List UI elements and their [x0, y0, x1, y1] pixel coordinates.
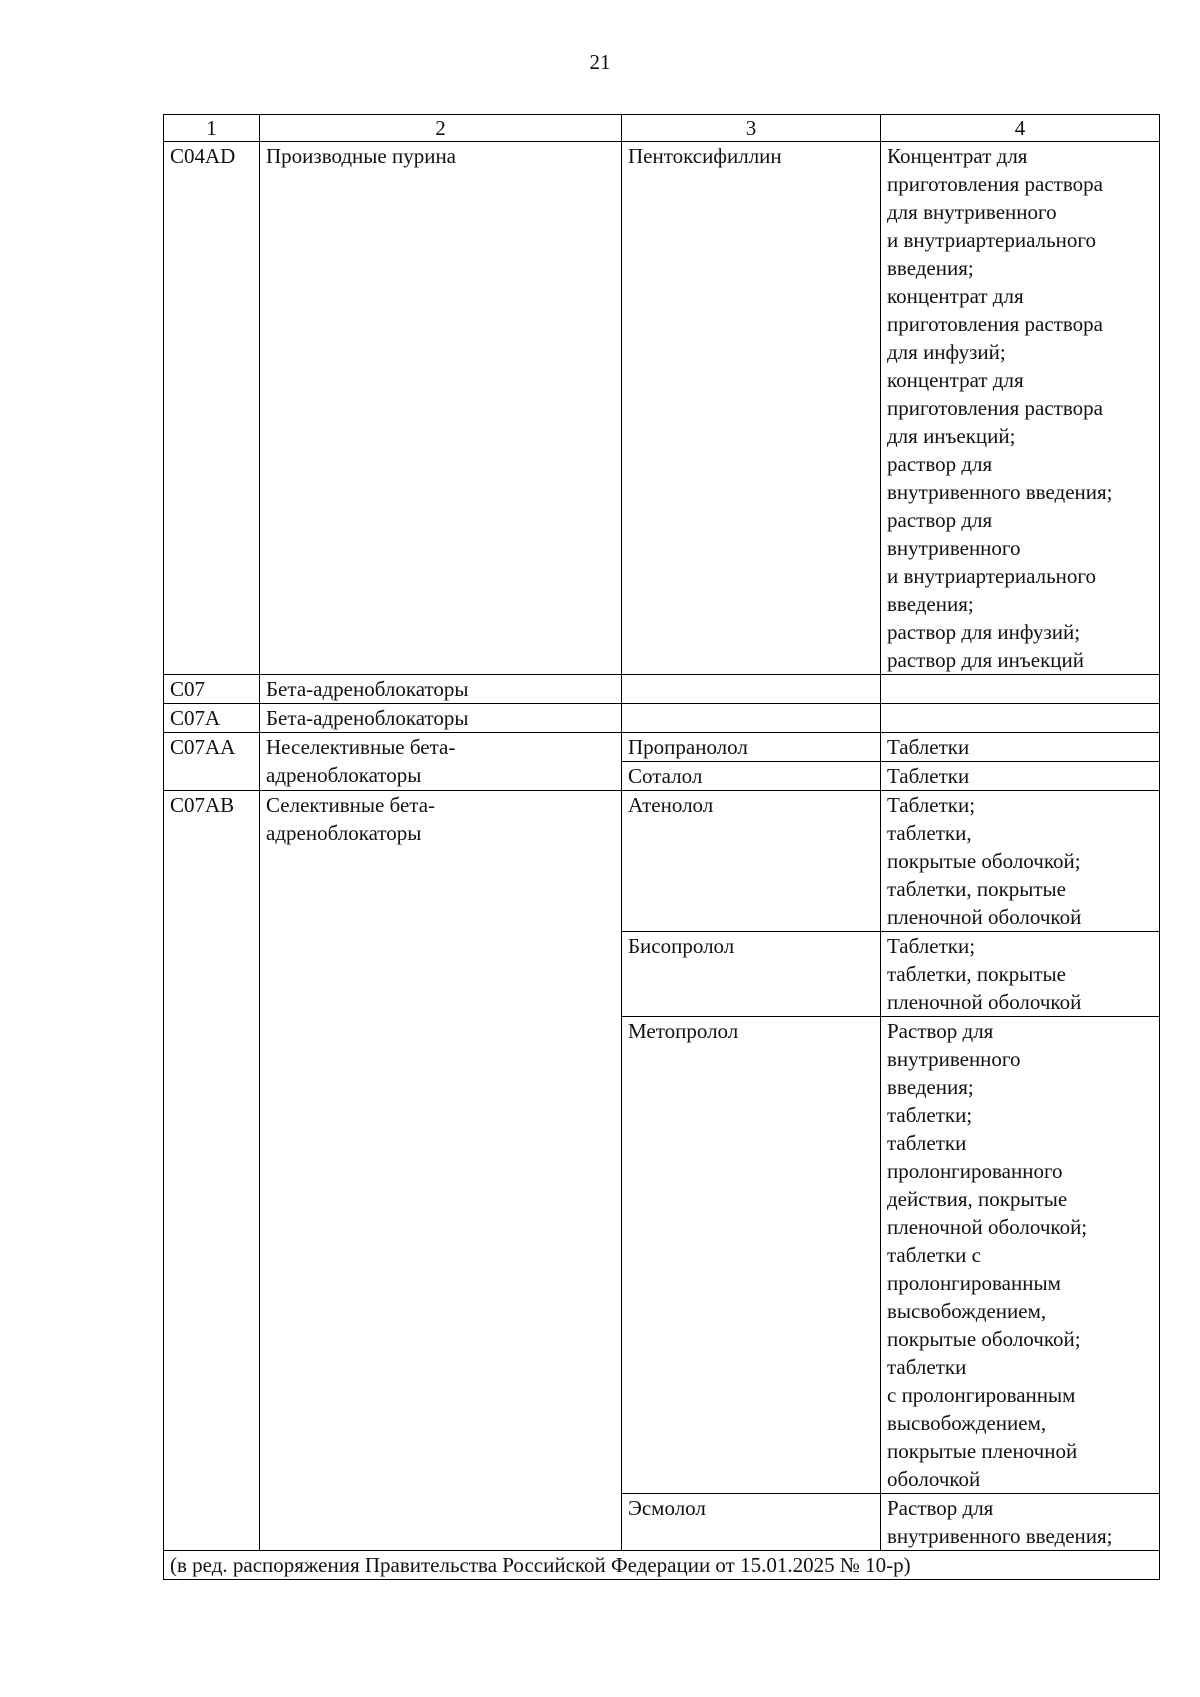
dosage-form-line: таблетки;	[887, 1103, 973, 1127]
dosage-form-line: высвобождением,	[887, 1299, 1047, 1323]
column-header: 2	[260, 115, 622, 142]
page-number: 21	[589, 50, 611, 74]
dosage-form-line: приготовления раствора	[887, 172, 1103, 196]
dosage-form-line: введения;	[887, 256, 974, 280]
dosage-form-line: внутривенного	[887, 1047, 1021, 1071]
dosage-forms-cell	[881, 675, 1160, 704]
dosage-form-line: таблетки, покрытые	[887, 877, 1066, 901]
drug-name-cell: Атенолол	[622, 791, 881, 932]
dosage-form-line: введения;	[887, 1075, 974, 1099]
dosage-form-line: действия, покрытые	[887, 1187, 1068, 1211]
atc-code-cell: C07AB	[164, 791, 260, 1551]
dosage-forms-cell	[881, 762, 1160, 791]
dosage-form-line: таблетки, покрытые	[887, 962, 1066, 986]
dosage-forms-cell	[881, 1494, 1160, 1551]
drug-table	[163, 114, 1160, 1580]
group-name-line: Бета-адреноблокаторы	[266, 706, 469, 730]
group-name-line: Селективные бета-	[266, 793, 436, 817]
dosage-form-line: внутривенного введения;	[887, 1524, 1113, 1548]
group-name-cell	[260, 791, 622, 1551]
atc-code-cell: C07A	[164, 704, 260, 733]
dosage-form-line: Таблетки	[887, 764, 970, 788]
dosage-form-line: приготовления раствора	[887, 396, 1103, 420]
table-row	[164, 791, 1160, 932]
column-header: 3	[622, 115, 881, 142]
dosage-form-line: Таблетки;	[887, 793, 976, 817]
drug-name-cell: Эсмолол	[622, 1494, 881, 1551]
dosage-form-line: Таблетки;	[887, 934, 976, 958]
dosage-form-line: пленочной оболочкой;	[887, 1215, 1088, 1239]
drug-name-cell: Бисопролол	[622, 932, 881, 1017]
drug-name-cell: Пентоксифиллин	[622, 142, 881, 675]
dosage-form-line: таблетки	[887, 1355, 967, 1379]
dosage-form-line: покрытые пленочной	[887, 1439, 1078, 1463]
group-name-line: адреноблокаторы	[266, 821, 422, 845]
drug-name-cell: Соталол	[622, 762, 881, 791]
dosage-form-line: таблетки,	[887, 821, 972, 845]
dosage-form-line: пленочной оболочкой	[887, 905, 1082, 929]
dosage-form-line: внутривенного введения;	[887, 480, 1113, 504]
group-name-line: Бета-адреноблокаторы	[266, 677, 469, 701]
footnote-row	[164, 1551, 1160, 1580]
dosage-form-line: таблетки	[887, 1131, 967, 1155]
table-row	[164, 142, 1160, 675]
dosage-form-line: раствор для	[887, 508, 993, 532]
dosage-form-line: введения;	[887, 592, 974, 616]
dosage-forms-cell	[881, 704, 1160, 733]
table-row	[164, 675, 1160, 704]
drug-name-cell	[622, 675, 881, 704]
dosage-form-line: Раствор для	[887, 1496, 994, 1520]
dosage-form-line: покрытые оболочкой;	[887, 849, 1081, 873]
group-name-cell	[260, 704, 622, 733]
dosage-form-line: Раствор для	[887, 1019, 994, 1043]
group-name-cell	[260, 675, 622, 704]
dosage-form-line: внутривенного	[887, 536, 1021, 560]
group-name-line: адреноблокаторы	[266, 763, 422, 787]
group-name-line: Производные пурина	[266, 144, 457, 168]
dosage-form-line: Таблетки	[887, 735, 970, 759]
group-name-cell	[260, 142, 622, 675]
dosage-form-line: пролонгированного	[887, 1159, 1063, 1183]
dosage-form-line: и внутриартериального	[887, 228, 1096, 252]
dosage-form-line: с пролонгированным	[887, 1383, 1076, 1407]
dosage-form-line: для внутривенного	[887, 200, 1057, 224]
table-row	[164, 704, 1160, 733]
column-header-row	[164, 115, 1160, 142]
column-header: 1	[164, 115, 260, 142]
atc-code-cell: C07AA	[164, 733, 260, 791]
dosage-form-line: высвобождением,	[887, 1411, 1047, 1435]
dosage-form-line: Концентрат для	[887, 144, 1028, 168]
drug-name-cell: Пропранолол	[622, 733, 881, 762]
atc-code-cell: C04AD	[164, 142, 260, 675]
dosage-forms-cell	[881, 791, 1160, 932]
dosage-form-line: пленочной оболочкой	[887, 990, 1082, 1014]
dosage-form-line: концентрат для	[887, 284, 1024, 308]
dosage-form-line: таблетки с	[887, 1243, 981, 1267]
group-name-cell	[260, 733, 622, 791]
dosage-form-line: концентрат для	[887, 368, 1024, 392]
dosage-forms-cell	[881, 142, 1160, 675]
drug-name-cell	[622, 704, 881, 733]
dosage-form-line: раствор для инъекций	[887, 648, 1084, 672]
group-name-line: Неселективные бета-	[266, 735, 456, 759]
dosage-forms-cell	[881, 1017, 1160, 1494]
column-header: 4	[881, 115, 1160, 142]
dosage-form-line: раствор для инфузий;	[887, 620, 1081, 644]
dosage-form-line: оболочкой	[887, 1467, 981, 1491]
dosage-form-line: для инфузий;	[887, 340, 1006, 364]
atc-code-cell: C07	[164, 675, 260, 704]
dosage-forms-cell	[881, 733, 1160, 762]
dosage-form-line: и внутриартериального	[887, 564, 1096, 588]
dosage-form-line: приготовления раствора	[887, 312, 1103, 336]
footnote: (в ред. распоряжения Правительства Российской Федерации от 15.01.2025 № 10-р)	[164, 1551, 1160, 1580]
dosage-form-line: покрытые оболочкой;	[887, 1327, 1081, 1351]
table-row	[164, 733, 1160, 762]
dosage-form-line: пролонгированным	[887, 1271, 1061, 1295]
drug-name-cell: Метопролол	[622, 1017, 881, 1494]
dosage-form-line: раствор для	[887, 452, 993, 476]
dosage-forms-cell	[881, 932, 1160, 1017]
dosage-form-line: для инъекций;	[887, 424, 1016, 448]
